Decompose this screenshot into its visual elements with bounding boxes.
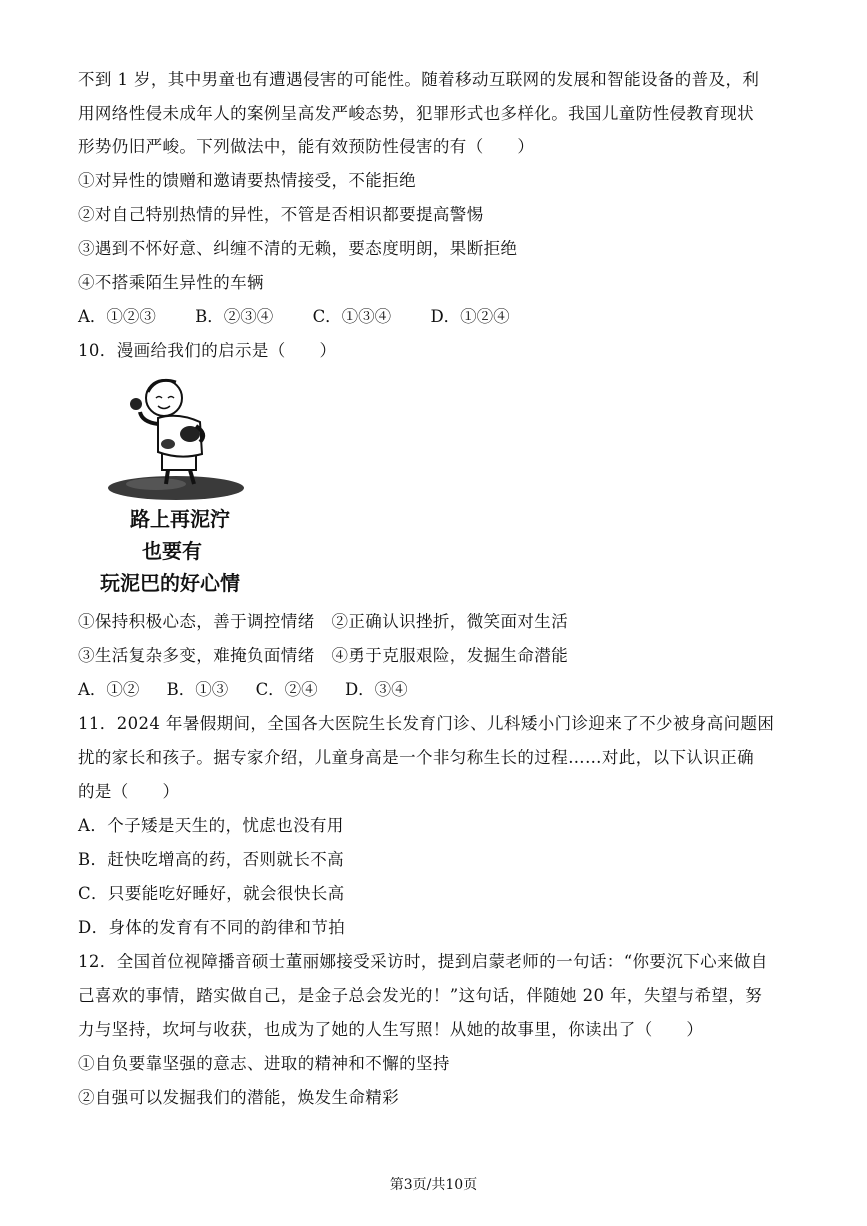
q9-option-a: A．①②③ [78,307,156,326]
q9-option-c: C．①③④ [312,307,392,326]
q10-statements-1: ①保持积极心态，善于调控情绪 ②正确认识挫折，微笑面对生活 [78,612,569,631]
q9-statement-1: ①对异性的馈赠和邀请要热情接受，不能拒绝 [78,171,416,190]
q11-stem-line-2: 扰的家长和孩子。据专家介绍，儿童身高是一个非匀称生长的过程……对此，以下认识正确 [78,748,754,767]
q10-option-d: D．③④ [344,680,408,699]
q12-stem-line-1: 12．全国首位视障播音硕士董丽娜接受采访时，提到启蒙老师的一句话：“你要沉下心来做自 [78,952,768,971]
cartoon-caption-line-1: 路上再泥泞 [130,507,230,531]
q9-statement-2: ②对自己特别热情的异性，不管是否相识都要提高警惕 [78,205,484,224]
page-number-footer: 第3页/共10页 [389,1177,478,1193]
q9-option-d: D．①②④ [430,307,510,326]
q9-stem-line-1: 不到 1 岁，其中男童也有遭遇侵害的可能性。随着移动互联网的发展和智能设备的普及，利 [78,70,760,89]
q9-options [78,307,544,327]
q9-statement-4: ④不搭乘陌生异性的车辆 [78,273,264,292]
q11-option-c: C．只要能吃好睡好，就会很快长高 [78,884,345,903]
q12-statement-1: ①自负要靠坚强的意志、进取的精神和不懈的坚持 [78,1054,450,1073]
q10-option-a: A．①② [78,680,140,699]
q10-options [78,680,430,700]
q11-stem-line-3: 的是（ ） [78,782,180,801]
q11-option-a: A．个子矮是天生的，忧虑也没有用 [78,816,344,835]
q10-option-b: B．①③ [166,680,229,699]
q9-stem-line-2: 用网络性侵未成年人的案例呈高发严峻态势，犯罪形式也多样化。我国儿童防性侵教育现状 [78,104,754,123]
q12-statement-2: ②自强可以发掘我们的潜能，焕发生命精彩 [78,1088,400,1107]
q10-stem: 10．漫画给我们的启示是（ ） [78,341,337,360]
q10-statements-2: ③生活复杂多变，难掩负面情绪 ④勇于克服艰险，发掘生命潜能 [78,646,569,665]
q11-option-b: B．赶快吃增高的药，否则就长不高 [78,850,345,869]
q11-option-d: D．身体的发育有不同的韵律和节拍 [78,918,346,937]
q11-stem-line-1: 11．2024 年暑假期间，全国各大医院生长发育门诊、儿科矮小门诊迎来了不少被身高问题困 [78,714,775,733]
q9-statement-3: ③遇到不怀好意、纠缠不清的无赖，要态度明朗，果断拒绝 [78,239,518,258]
q9-option-b: B．②③④ [195,307,274,326]
q10-option-c: C．②④ [255,680,318,699]
cartoon-caption-line-3: 玩泥巴的好心情 [100,571,240,595]
q9-stem-line-3: 形势仍旧严峻。下列做法中，能有效预防性侵害的有（ ） [78,137,535,156]
q12-stem-line-3: 力与坚持，坎坷与收获，也成为了她的人生写照！从她的故事里，你读出了（ ） [78,1020,704,1039]
cartoon-image [96,372,256,598]
cartoon-caption-line-2: 也要有 [142,539,202,563]
q12-stem-line-2: 己喜欢的事情，踏实做自己，是金子总会发光的！”这句话，伴随她 20 年，失望与希望，努 [78,986,763,1005]
